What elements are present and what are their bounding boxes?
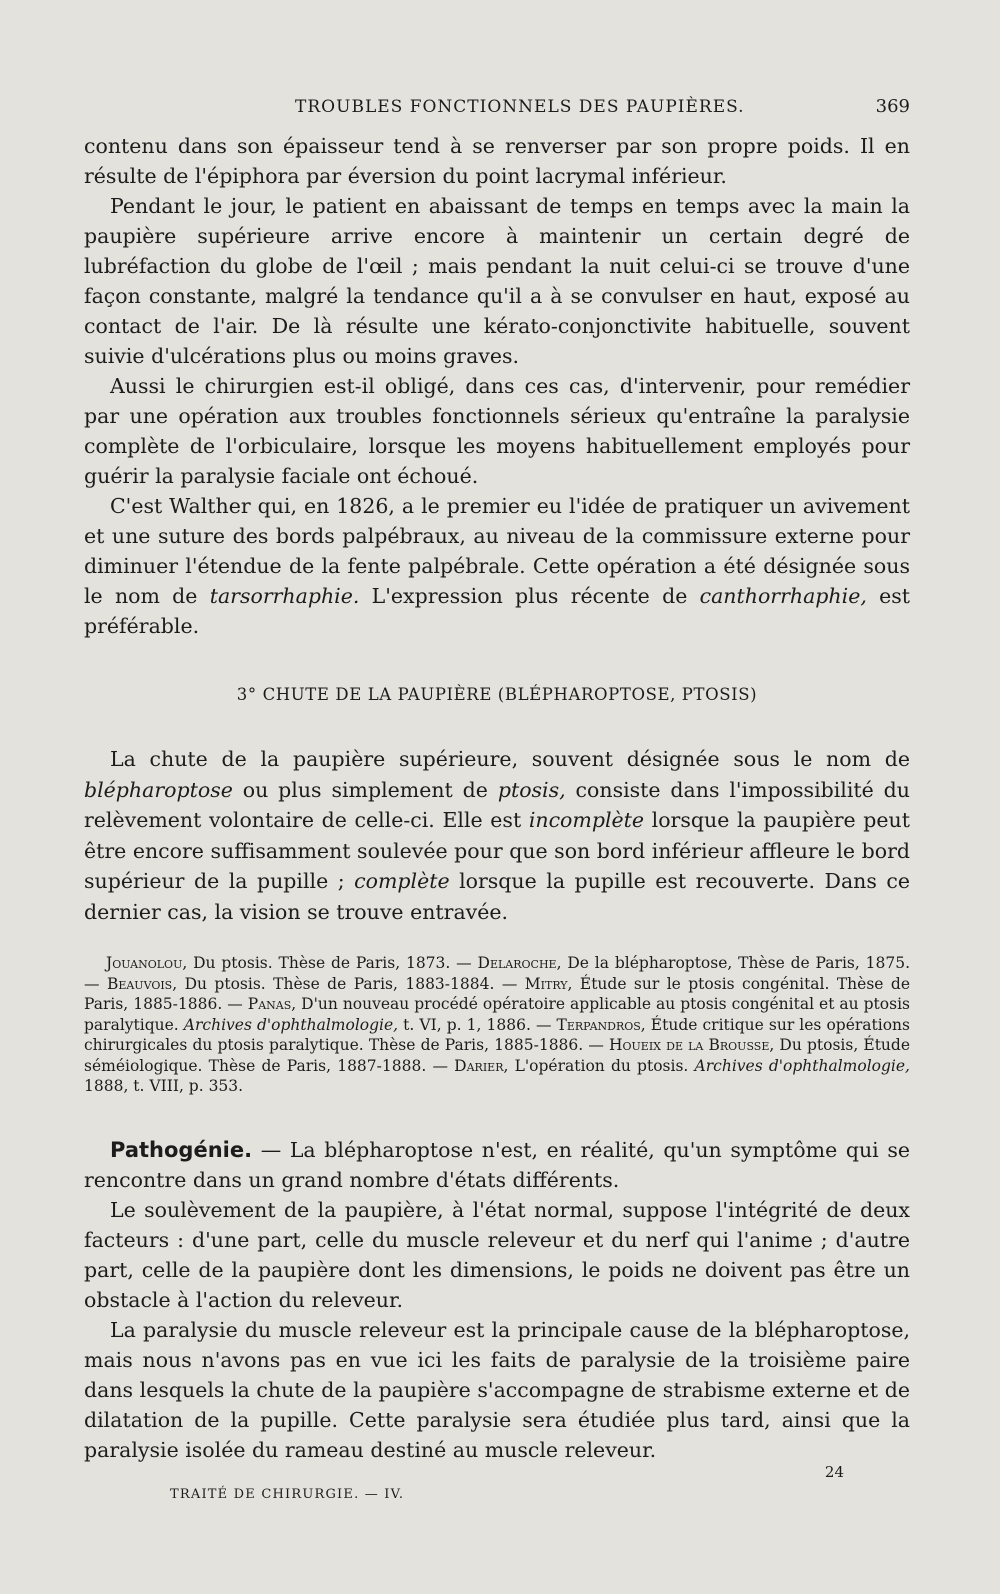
pathogenie-intro-text: — La blépharoptose n'est, en réalité, qu'un symptôme qui se rencontre dans un grand nombre d'états différents. <box>84 1137 910 1192</box>
author-name: Jouanolou, <box>106 954 188 972</box>
ptosis-text-d: lorsque la paupière peut être encore suffisamment soulevée pour que son bord inférieur affleure le bord supérieur de la pupille ; <box>84 808 910 893</box>
term-blepharoptose: blépharoptose <box>84 777 233 802</box>
reference-text: Du ptosis. Thèse de Paris, 1873. — <box>187 954 478 972</box>
ptosis-text-a: La chute de la paupière supérieure, souvent désignée sous le nom de <box>110 747 910 771</box>
paragraph-pathogenie-intro <box>84 1135 910 1195</box>
reference-text: D'un nouveau procédé opératoire applicable au ptosis congénital et au ptosis paralytique. <box>84 995 910 1034</box>
term-tarsorrhaphie: tarsorrhaphie. <box>209 584 360 608</box>
term-complete: complète <box>354 869 450 893</box>
author-name: Panas, <box>247 995 297 1013</box>
reference-text: Étude critique sur les opérations chirurgicales du ptosis paralytique. Thèse de Paris, 1885-1886. — <box>84 1015 910 1054</box>
section-body <box>84 744 910 927</box>
bibliography <box>84 953 910 1097</box>
book-footer: TRAITÉ DE CHIRURGIE. — IV. <box>170 1487 405 1502</box>
walther-text-1: C'est Walther qui, en 1826, a le premier eu l'idée de pratiquer un avivement et une suture des bords palpébraux, au niveau de la commissure externe pour diminuer l'étendue de la fente palpébrale. Cette opération a été désignée sous le nom de <box>84 494 910 608</box>
term-canthorrhaphie: canthorrhaphie, <box>699 584 867 608</box>
paragraph-surgical-intervention: Aussi le chirurgien est-il obligé, dans ces cas, d'intervenir, pour remédier par une opération aux troubles fonctionnels sérieux qu'entraîne la paralysie complète de l'orbiculaire, lorsque les moyens habituellement employés pour guérir la paralysie faciale ont échoué. <box>84 374 910 488</box>
author-name: Houeix de la Brousse, <box>608 1036 775 1054</box>
page-number: 369 <box>875 96 910 117</box>
walther-text-3: est préférable. <box>84 584 910 638</box>
reference-text: t. VI, p. 1, 1886. — <box>398 1015 557 1034</box>
author-name: Mitry, <box>524 974 573 993</box>
author-name: Terpandros, <box>556 1015 646 1034</box>
ptosis-text-c: consiste dans l'impossibilité du relèvement volontaire de celle-ci. Elle est <box>84 777 910 832</box>
author-name: Beauvois, <box>106 974 178 993</box>
author-name: Darier, <box>454 1056 509 1075</box>
paragraph-eyelid-lift: Le soulèvement de la paupière, à l'état normal, suppose l'intégrité de deux facteurs : d'une part, celle du muscle releveur et du nerf qui l'anime ; d'autre part, celle de la paupière dont les dimensions, le poids ne doivent pas être un obstacle à l'action du releveur. <box>84 1197 910 1312</box>
pathogenie-section <box>84 1135 910 1465</box>
paragraph-releveur-paralysis: La paralysie du muscle releveur est la principale cause de la blépharoptose, mais nous n'avons pas en vue ici les faits de paralysie de la troisième paire dans lesquels la chute de la paupière s'accompagne de strabisme externe et de dilatation de la pupille. Cette paralysie sera étudiée plus tard, ainsi que la paralysie isolée du rameau destiné au muscle releveur. <box>84 1317 910 1462</box>
ptosis-text-b: ou plus simplement de <box>232 777 498 802</box>
pathogenie-heading: Pathogénie. <box>110 1137 253 1162</box>
author-name: Delaroche, <box>477 954 562 972</box>
term-incomplete: incomplète <box>528 808 645 832</box>
reference-text: L'opération du ptosis. <box>508 1056 695 1075</box>
term-ptosis: ptosis, <box>497 777 566 802</box>
paragraph-continuation: contenu dans son épaisseur tend à se renverser par son propre poids. Il en résulte de l'épiphora par éversion du point lacrymal inférieur. <box>84 134 910 188</box>
reference-text: Du ptosis. Thèse de Paris, 1883-1884. — <box>177 974 525 993</box>
ptosis-text-e: lorsque la pupille est recouverte. Dans ce dernier cas, la vision se trouve entravée. <box>84 869 910 924</box>
reference-text: Du ptosis, Étude séméiologique. Thèse de Paris, 1887-1888. — <box>84 1036 911 1075</box>
signature-mark: 24 <box>824 1463 844 1481</box>
reference-text: De la blépharoptose, Thèse de Paris, 1875. — <box>84 954 910 993</box>
journal-title: Archives d'ophthalmologie, <box>183 1015 399 1034</box>
paragraph-ptosis-definition <box>84 744 910 927</box>
running-head <box>84 96 910 117</box>
paragraph-nocturnal-exposure: Pendant le jour, le patient en abaissant de temps en temps avec la main la paupière supérieure arrive encore à maintenir un certain degré de lubréfaction du globe de l'œil ; mais pendant la nuit celui-ci se trouve d'une façon constante, malgré la tendance qu'il a à se convulser en haut, exposé au contact de l'air. De là résulte une kérato-conjonctivite habituelle, souvent suivie d'ulcérations plus ou moins graves. <box>84 194 910 368</box>
running-title: TROUBLES FONCTIONNELS DES PAUPIÈRES. <box>295 97 745 117</box>
journal-title: Archives d'ophthalmologie, <box>694 1056 910 1075</box>
reference-text: Étude sur le ptosis congénital. Thèse de Paris, 1885-1886. — <box>84 974 910 1013</box>
reference-text: 1888, t. VIII, p. 353. <box>84 1077 244 1095</box>
paragraph-walther <box>84 491 910 641</box>
walther-text-2: L'expression plus récente de <box>359 584 700 608</box>
section-title: 3° CHUTE DE LA PAUPIÈRE (BLÉPHAROPTOSE, PTOSIS) <box>236 685 758 704</box>
